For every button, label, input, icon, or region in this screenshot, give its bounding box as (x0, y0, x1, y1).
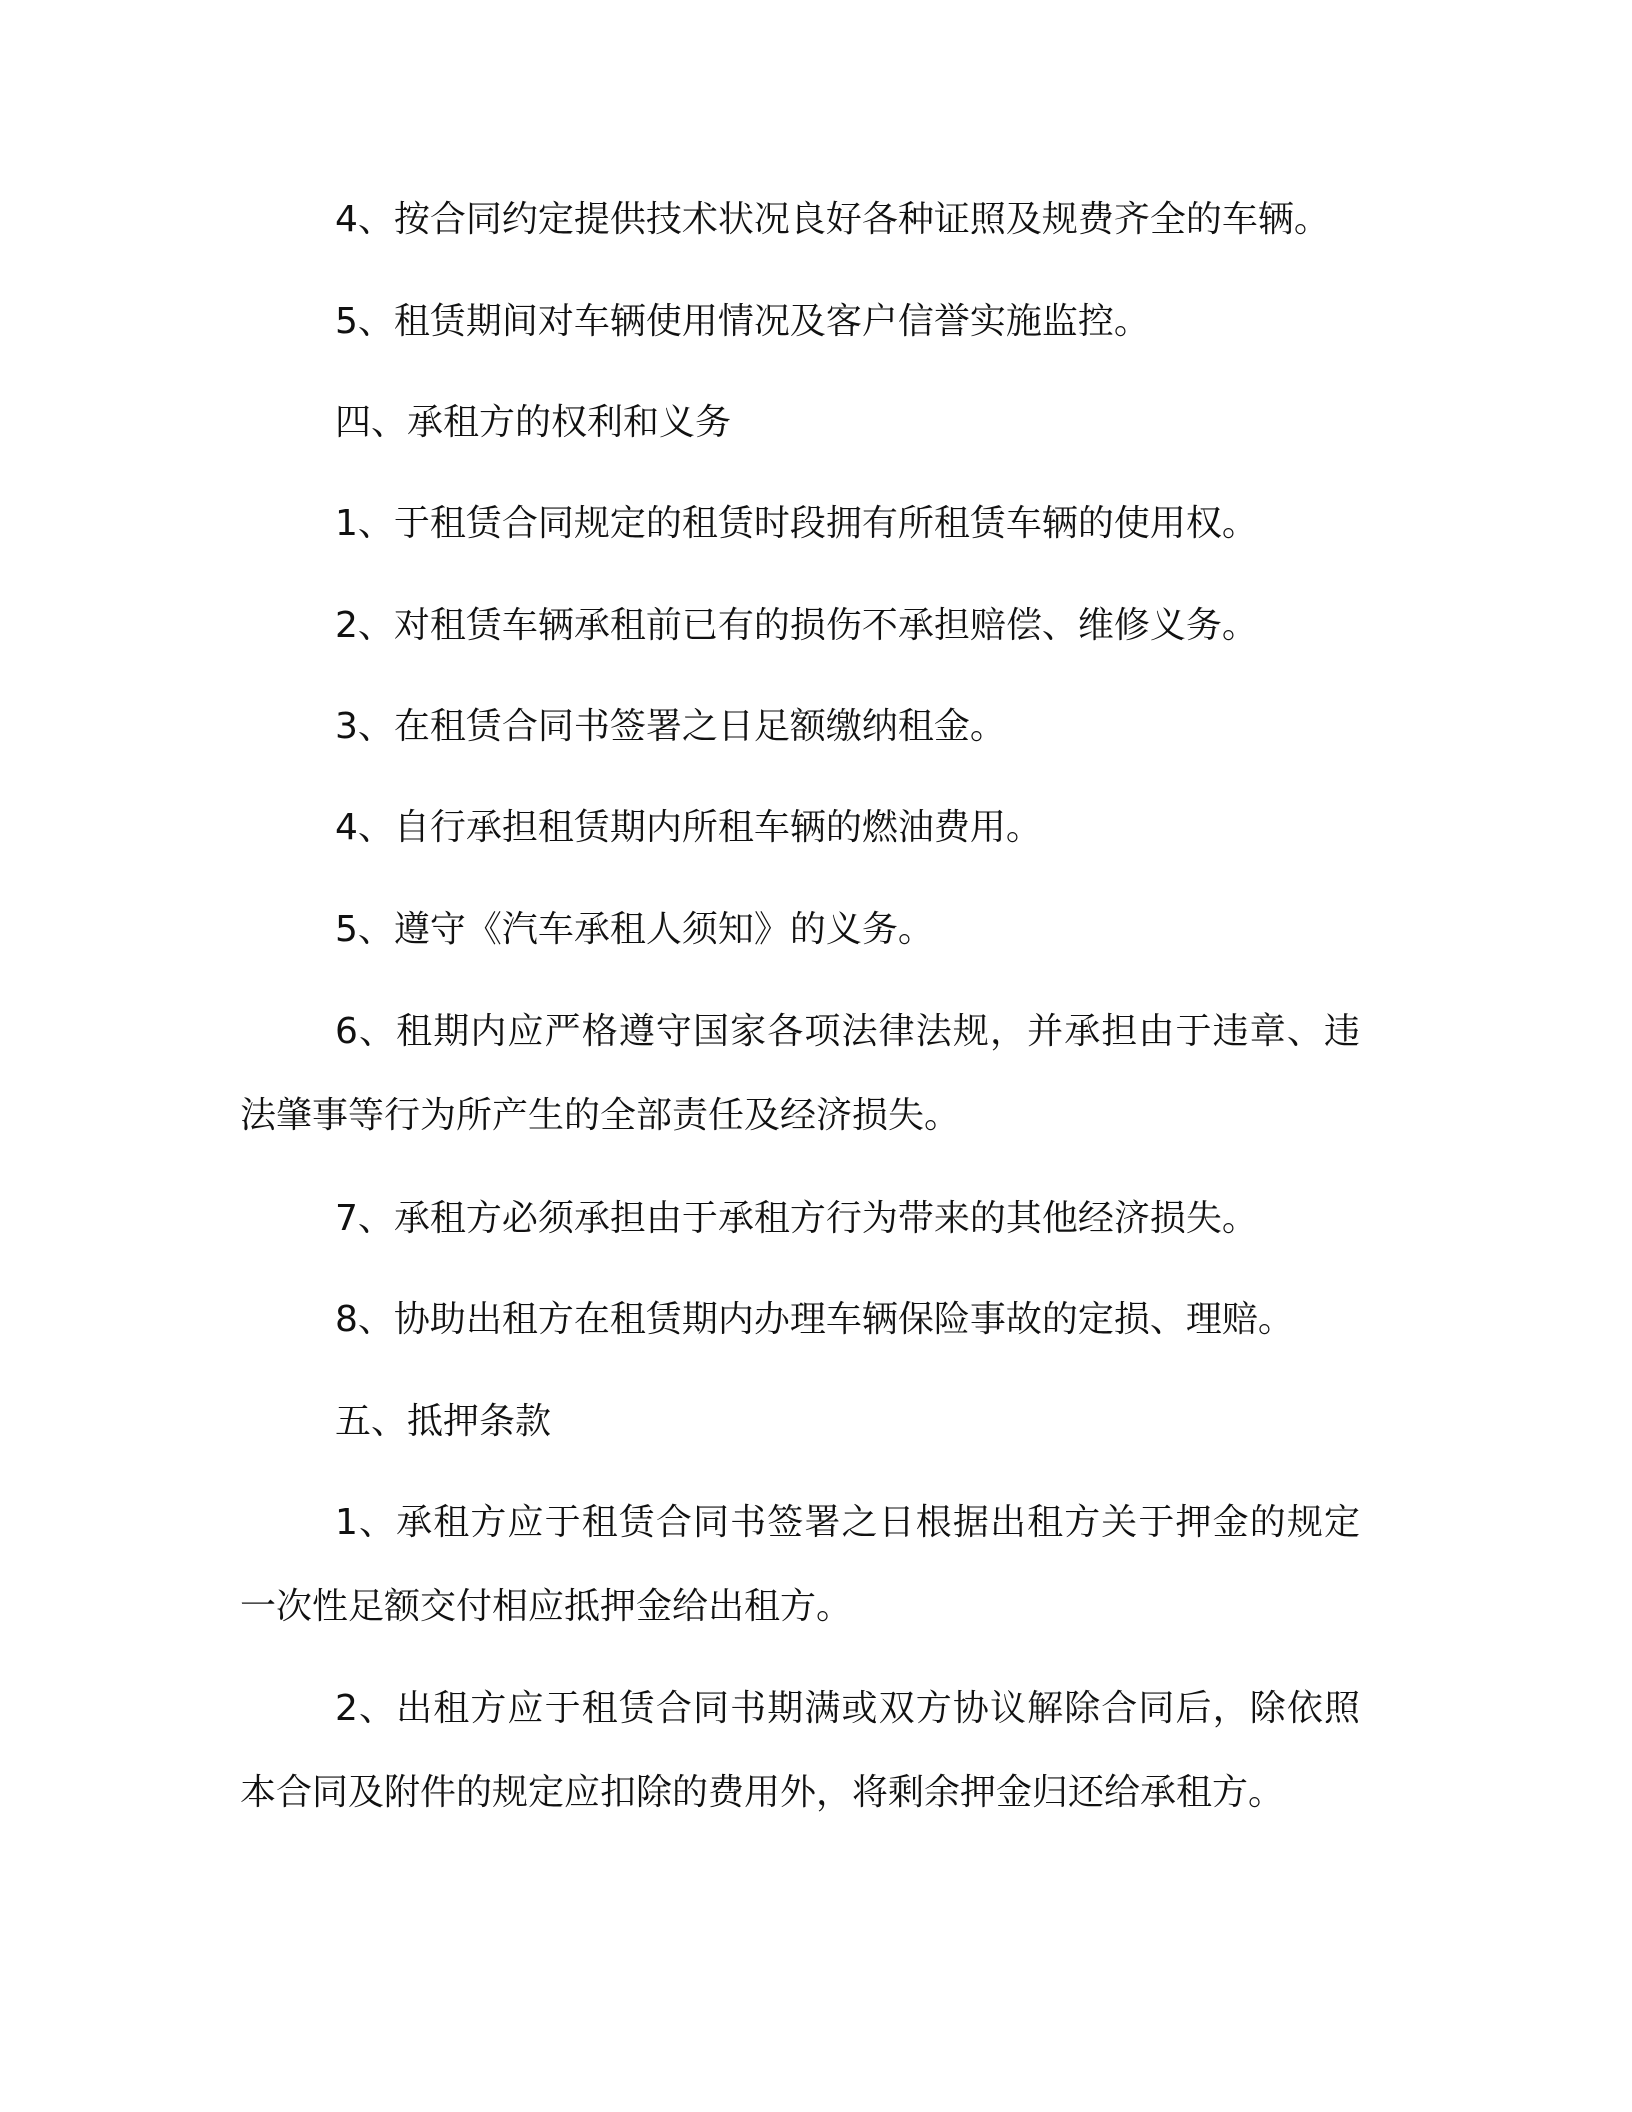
clause-5-monitoring: 5、租赁期间对车辆使用情况及客户信誉实施监控。 (335, 301, 1150, 342)
lessee-clause-4: 4、自行承担租赁期内所租车辆的燃油费用。 (335, 807, 1042, 848)
section-heading-lessee-rights: 四、承租方的权利和义务 (335, 402, 732, 443)
lessee-clause-7: 7、承租方必须承担由于承租方行为带来的其他经济损失。 (335, 1198, 1258, 1239)
deposit-clause-1: 1、承租方应于租赁合同书签署之日根据出租方关于押金的规定一次性足额交付相应抵押金给出租方。 (240, 1502, 1360, 1627)
lessee-clause-3: 3、在租赁合同书签署之日足额缴纳租金。 (335, 706, 1006, 747)
lessee-clause-2: 2、对租赁车辆承租前已有的损伤不承担赔偿、维修义务。 (335, 605, 1258, 646)
lessee-clause-8: 8、协助出租方在租赁期内办理车辆保险事故的定损、理赔。 (335, 1299, 1294, 1340)
clause-4-provide-vehicle: 4、按合同约定提供技术状况良好各种证照及规费齐全的车辆。 (335, 199, 1330, 240)
section-heading-deposit: 五、抵押条款 (335, 1401, 552, 1442)
lessee-clause-5: 5、遵守《汽车承租人须知》的义务。 (335, 909, 934, 950)
deposit-clause-2: 2、出租方应于租赁合同书期满或双方协议解除合同后，除依照本合同及附件的规定应扣除的费用外，将剩余押金归还给承租方。 (240, 1688, 1360, 1813)
lessee-clause-1: 1、于租赁合同规定的租赁时段拥有所租赁车辆的使用权。 (335, 503, 1258, 544)
lessee-clause-6: 6、租期内应严格遵守国家各项法律法规，并承担由于违章、违法肇事等行为所产生的全部责任及经济损失。 (240, 1011, 1360, 1136)
